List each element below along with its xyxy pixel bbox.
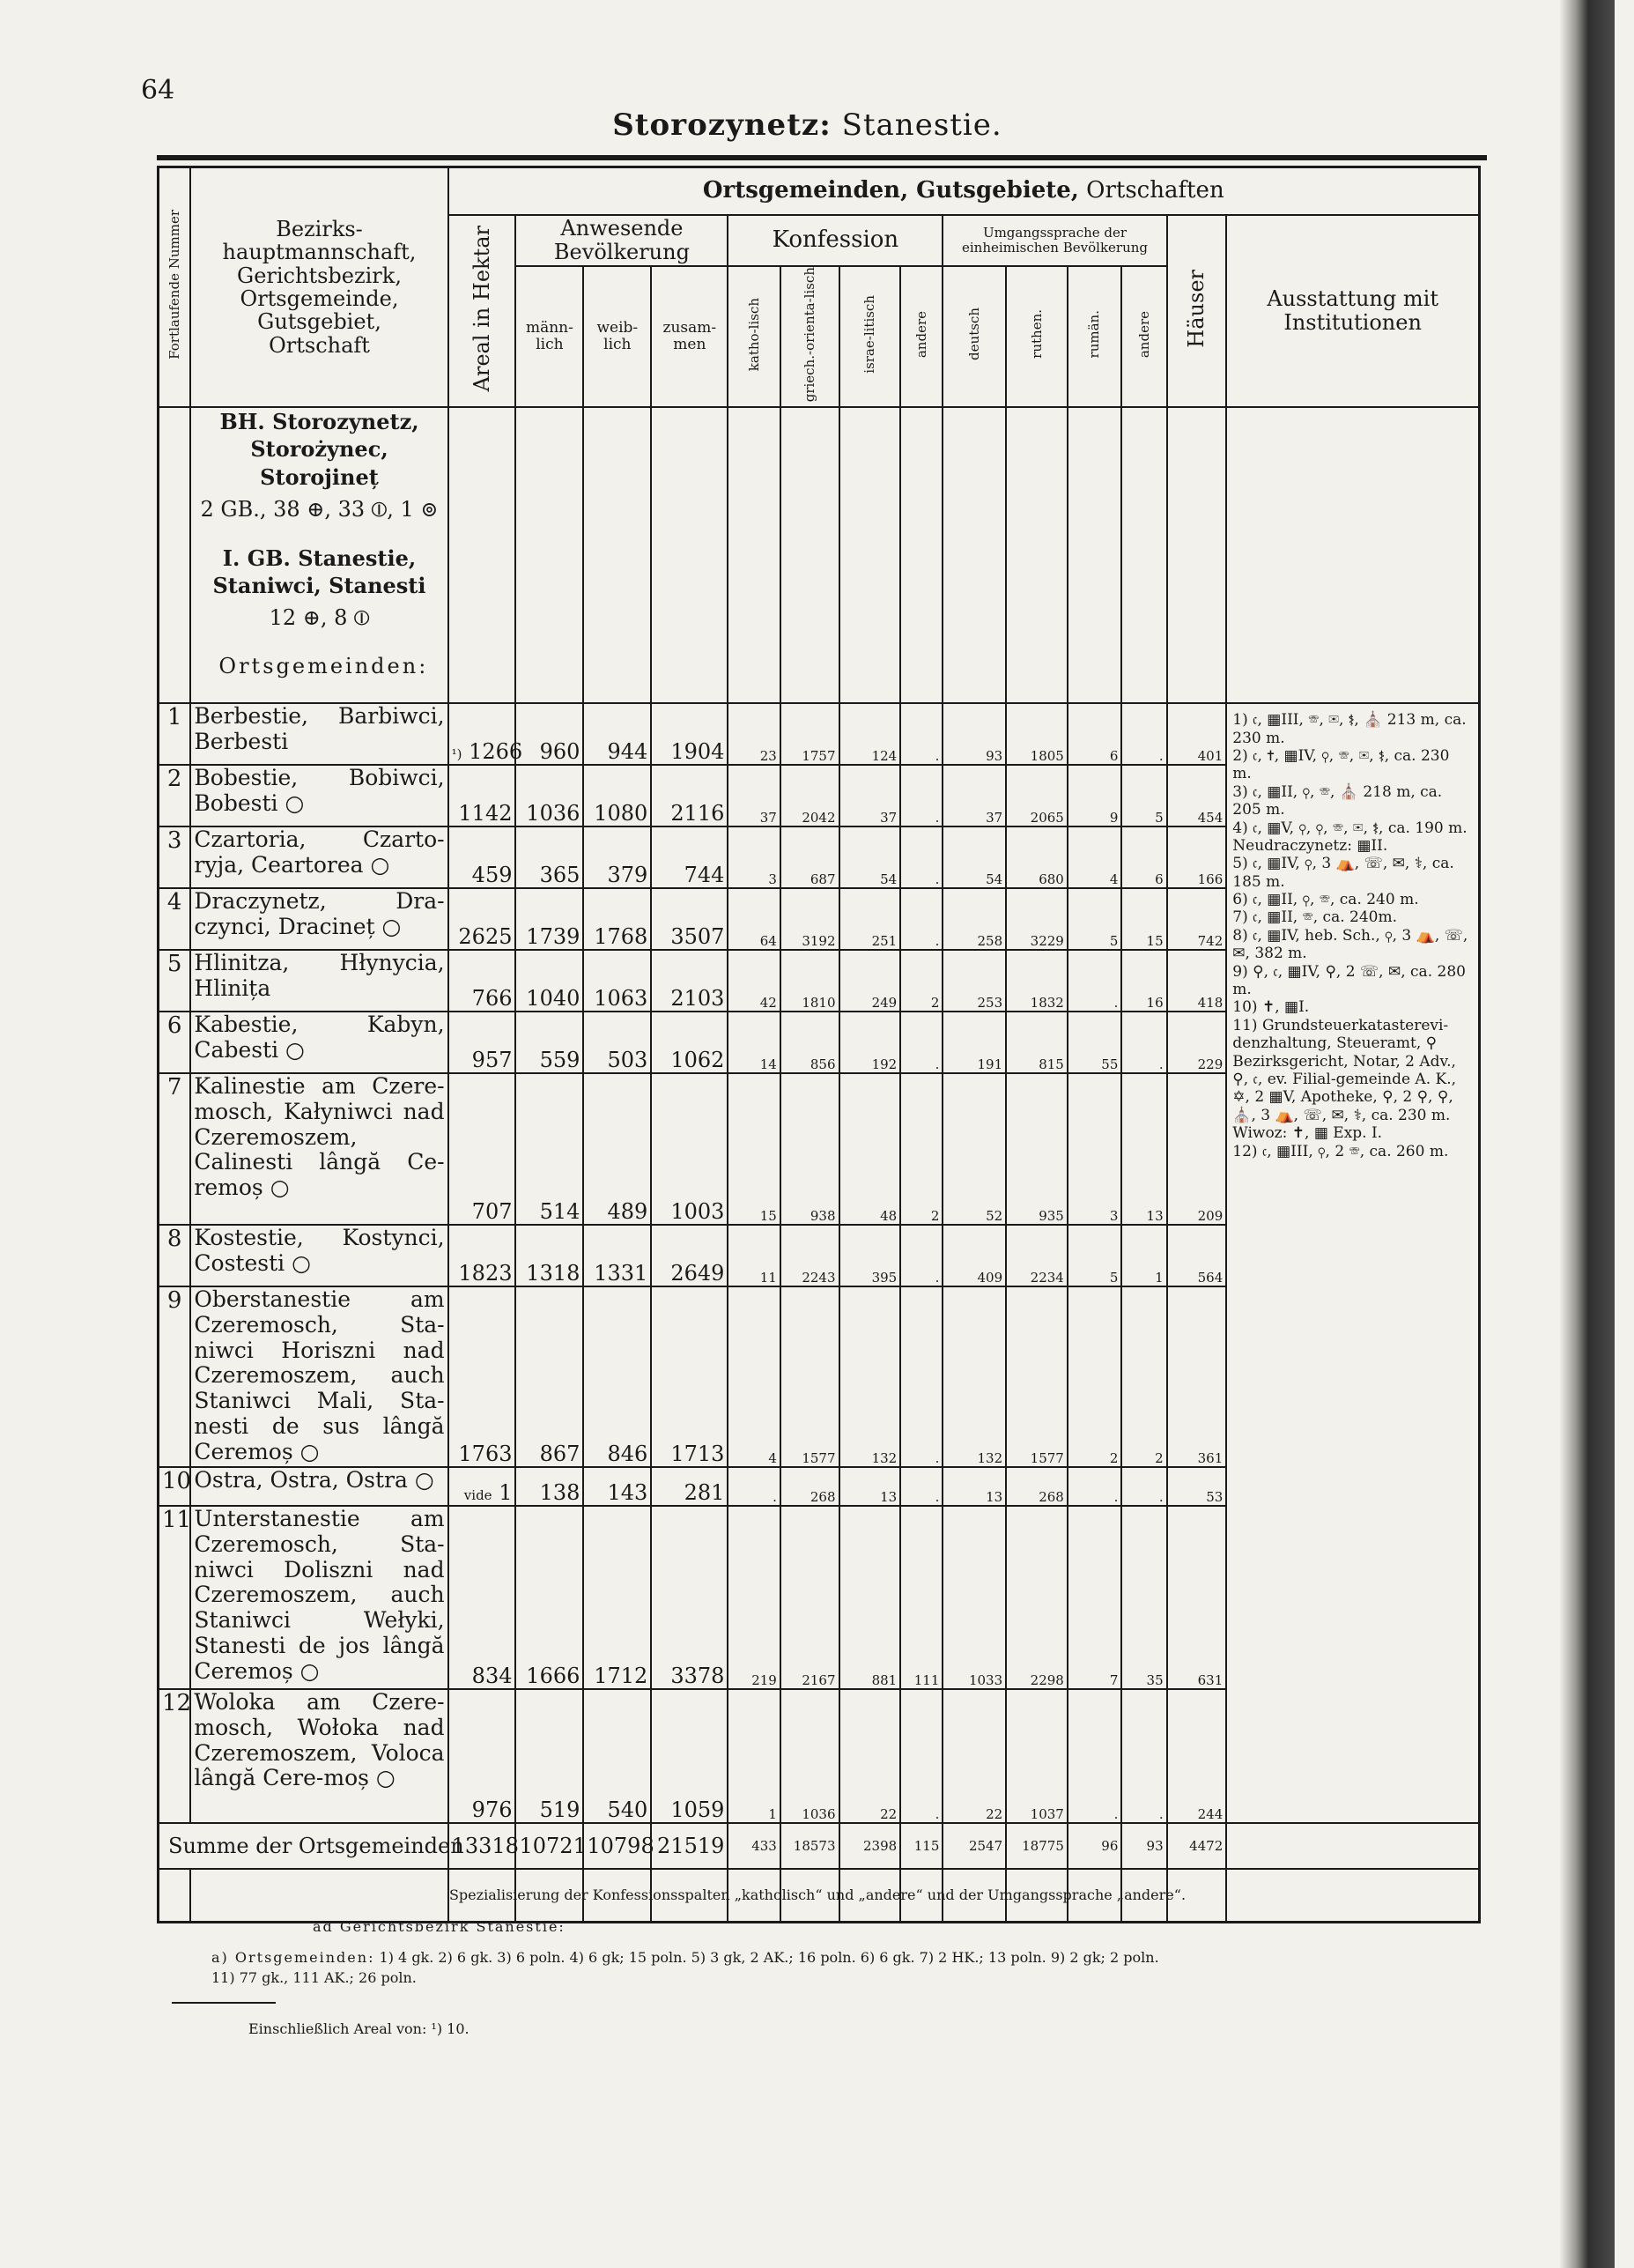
isr-cell: 881 xyxy=(839,1506,901,1689)
ausstattung-note: 9) ⚲, 𝔠, ▦IV, ⚲, 2 ☏, ✉, ca. 280 m. xyxy=(1232,962,1466,999)
and_k-cell: . xyxy=(900,1225,943,1286)
kath-cell: 4 xyxy=(728,1286,780,1467)
deutsch-header: deutsch xyxy=(943,266,1006,408)
haeuser-cell: 53 xyxy=(1167,1467,1227,1506)
ruthen-cell: 3229 xyxy=(1006,888,1068,950)
isr-cell: 22 xyxy=(839,1689,901,1823)
isr-cell: 37 xyxy=(839,765,901,826)
gemeinde-name: Unterstanestie am Czeremosch, Sta-niwci Doliszni nad Czeremoszem, auch Staniwci Wełyki, Stanesti de jos lângă Ceremoș ○ xyxy=(190,1506,447,1689)
z-cell: 1059 xyxy=(651,1689,728,1823)
and_u-cell: . xyxy=(1121,1689,1166,1823)
bh-name-1: BH. Storozynetz, xyxy=(219,409,419,435)
gemeinde-name: Oberstanestie am Czeremosch, Sta-niwci Horiszni nad Czeremoszem, auch Staniwci Mali, Sta-nesti de sus lângă Ceremoș ○ xyxy=(190,1286,447,1467)
w-cell: 1712 xyxy=(583,1506,651,1689)
w-cell: 143 xyxy=(583,1467,651,1506)
bh-name-2: Storożynec, Storojineț xyxy=(250,436,388,490)
row-number: 12 xyxy=(159,1689,191,1823)
summe-deutsch: 2547 xyxy=(943,1823,1006,1869)
and_u-cell: . xyxy=(1121,1012,1166,1073)
konfession-header: Konfession xyxy=(728,215,943,266)
haeuser-header: Häuser xyxy=(1167,215,1227,408)
col-name-header: Bezirks- hauptmannschaft, Gerichtsbezirk, Ortsgemeinde, Gutsgebiet, Ortschaft xyxy=(190,167,447,408)
and_u-cell: 16 xyxy=(1121,950,1166,1012)
griech-cell: 268 xyxy=(780,1467,839,1506)
summe-isr: 2398 xyxy=(839,1823,901,1869)
ausstattung-header: Ausstattung mit Institutionen xyxy=(1226,215,1479,408)
summe-w: 10798 xyxy=(583,1823,651,1869)
griech-cell: 1757 xyxy=(780,703,839,765)
rumaen-cell: 9 xyxy=(1068,765,1122,826)
griech-cell: 687 xyxy=(780,826,839,888)
ausstattung-note: 8) 𝔠, ▦IV, heb. Sch., ⚲, 3 ⛺, ☏, ✉, 382 m. xyxy=(1232,926,1468,963)
summe-rumaen: 96 xyxy=(1068,1823,1122,1869)
ausstattung-note: 11) Grundsteuerkatasterevi-denzhaltung, Steueramt, ⚲ Bezirksgericht, Notar, 2 Adv., ⚲, 𝔠, ev. Filial-gemeinde A. K., ✡, 2 ▦V, Apotheke, ⚲, 2 ⚲, ⚲, ⛪, 3 ⛺, ☏, ✉, ⚕, ca. 230 m. xyxy=(1232,1016,1457,1124)
kath-cell: 1 xyxy=(728,1689,780,1823)
row-number: 1 xyxy=(159,703,191,765)
and_u-cell: . xyxy=(1121,1467,1166,1506)
isr-cell: 132 xyxy=(839,1286,901,1467)
and_k-cell: 111 xyxy=(900,1506,943,1689)
kath-cell: 23 xyxy=(728,703,780,765)
summe-z: 21519 xyxy=(651,1823,728,1869)
isr-cell: 249 xyxy=(839,950,901,1012)
w-cell: 1768 xyxy=(583,888,651,950)
andere-sprache-header: andere xyxy=(1121,266,1166,408)
griech-cell: 856 xyxy=(780,1012,839,1073)
ausstattung-note: 10) ✝, ▦I. xyxy=(1232,998,1310,1017)
bevoelkerung-header: Anwesende Bevölkerung xyxy=(515,215,728,266)
deutsch-cell: 191 xyxy=(943,1012,1006,1073)
statistics-table xyxy=(157,166,1481,1923)
summe-and_k: 115 xyxy=(900,1823,943,1869)
griech-cell: 1810 xyxy=(780,950,839,1012)
deutsch-cell: 93 xyxy=(943,703,1006,765)
ruthen-cell: 1832 xyxy=(1006,950,1068,1012)
m-cell: 1739 xyxy=(515,888,583,950)
m-cell: 1318 xyxy=(515,1225,583,1286)
and_u-cell: 35 xyxy=(1121,1506,1166,1689)
and_k-cell: . xyxy=(900,1467,943,1506)
ausstattung-note: 3) 𝔠, ▦II, ⚲, ☏, ⛪ 218 m, ca. 205 m. xyxy=(1232,782,1443,819)
preface-nr-cell xyxy=(159,407,191,703)
z-cell: 744 xyxy=(651,826,728,888)
ruthen-cell: 1037 xyxy=(1006,1689,1068,1823)
and_u-cell: 6 xyxy=(1121,826,1166,888)
ausstattung-note: 6) 𝔠, ▦II, ⚲, ☏, ca. 240 m. xyxy=(1232,891,1419,909)
m-cell: 365 xyxy=(515,826,583,888)
kath-cell: . xyxy=(728,1467,780,1506)
griech-cell: 2167 xyxy=(780,1506,839,1689)
and_u-cell: 5 xyxy=(1121,765,1166,826)
gemeinde-name: Ostra, Ostra, Ostra ○ xyxy=(190,1467,447,1506)
gb-summary: 12 ⊕, 8 ⦶ xyxy=(269,605,370,631)
summe-m: 10721 xyxy=(515,1823,583,1869)
areal-cell: 766 xyxy=(448,950,516,1012)
summe-areal: 13318 xyxy=(448,1823,516,1869)
gemeinde-name: Hlinitza, Hłynycia, Hlinița xyxy=(190,950,447,1012)
m-cell: 514 xyxy=(515,1073,583,1225)
rumaen-cell: . xyxy=(1068,950,1122,1012)
rumaen-cell: 7 xyxy=(1068,1506,1122,1689)
isr-cell: 251 xyxy=(839,888,901,950)
deutsch-cell: 22 xyxy=(943,1689,1006,1823)
col-nummer-header: Fortlaufende Nummer xyxy=(159,167,191,408)
bh-summary: 2 GB., 38 ⊕, 33 ⦶, 1 ⊚ xyxy=(200,496,439,522)
isr-cell: 13 xyxy=(839,1467,901,1506)
ausstattung-note: 1) 𝔠, ▦III, ☏, ✉, ⚕, ⛪ 213 m, ca. 230 m. xyxy=(1232,711,1467,747)
rumaen-cell: 3 xyxy=(1068,1073,1122,1225)
kath-cell: 219 xyxy=(728,1506,780,1689)
deutsch-cell: 52 xyxy=(943,1073,1006,1225)
rumaen-cell: 5 xyxy=(1068,888,1122,950)
w-cell: 489 xyxy=(583,1073,651,1225)
z-cell: 2649 xyxy=(651,1225,728,1286)
summe-and_u: 93 xyxy=(1121,1823,1166,1869)
haeuser-cell: 209 xyxy=(1167,1073,1227,1225)
w-cell: 503 xyxy=(583,1012,651,1073)
deutsch-cell: 37 xyxy=(943,765,1006,826)
haeuser-cell: 361 xyxy=(1167,1286,1227,1467)
gemeinde-name: Woloka am Czere-mosch, Wołoka nad Czeremoszem, Voloca lângă Cere-moș ○ xyxy=(190,1689,447,1823)
isr-cell: 124 xyxy=(839,703,901,765)
gemeinde-name: Czartoria, Czarto-ryja, Ceartorea ○ xyxy=(190,826,447,888)
griech-cell: 2042 xyxy=(780,765,839,826)
kath-cell: 3 xyxy=(728,826,780,888)
m-cell: 1666 xyxy=(515,1506,583,1689)
areal-cell: 834 xyxy=(448,1506,516,1689)
w-cell: 540 xyxy=(583,1689,651,1823)
rumaen-cell: 6 xyxy=(1068,703,1122,765)
rumaen-header: rumän. xyxy=(1068,266,1122,408)
haeuser-cell: 454 xyxy=(1167,765,1227,826)
deutsch-cell: 1033 xyxy=(943,1506,1006,1689)
and_k-cell: . xyxy=(900,765,943,826)
z-cell: 1713 xyxy=(651,1286,728,1467)
and_u-cell: 13 xyxy=(1121,1073,1166,1225)
gb-name-1: I. GB. Stanestie, xyxy=(222,545,417,571)
w-cell: 1331 xyxy=(583,1225,651,1286)
m-cell: 519 xyxy=(515,1689,583,1823)
griech-header: griech.-orienta-lisch xyxy=(780,266,839,408)
m-cell: 960 xyxy=(515,703,583,765)
z-cell: 2103 xyxy=(651,950,728,1012)
w-cell: 846 xyxy=(583,1286,651,1467)
and_k-cell: . xyxy=(900,703,943,765)
haeuser-cell: 244 xyxy=(1167,1689,1227,1823)
summe-kath: 433 xyxy=(728,1823,780,1869)
z-cell: 2116 xyxy=(651,765,728,826)
w-cell: 379 xyxy=(583,826,651,888)
page-title: Storozynetz: Stanestie. xyxy=(612,107,1002,143)
z-cell: 3507 xyxy=(651,888,728,950)
ortsgemeinden-group-header: Ortsgemeinden, Gutsgebiete, Ortschaften xyxy=(448,167,1480,215)
areal-cell: 1763 xyxy=(448,1286,516,1467)
haeuser-cell: 229 xyxy=(1167,1012,1227,1073)
and_u-cell: . xyxy=(1121,703,1166,765)
gemeinde-name: Kabestie, Kabyn, Cabesti ○ xyxy=(190,1012,447,1073)
areal-cell: 707 xyxy=(448,1073,516,1225)
footer-gerichtsbezirk: ad Gerichtsbezirk Stanestie: xyxy=(313,1918,566,1935)
table-row xyxy=(159,703,1480,765)
z-cell: 1062 xyxy=(651,1012,728,1073)
row-number: 10 xyxy=(159,1467,191,1506)
row-number: 9 xyxy=(159,1286,191,1467)
ruthen-cell: 268 xyxy=(1006,1467,1068,1506)
kath-cell: 15 xyxy=(728,1073,780,1225)
and_k-cell: 2 xyxy=(900,950,943,1012)
ruthen-cell: 2065 xyxy=(1006,765,1068,826)
w-cell: 944 xyxy=(583,703,651,765)
row-number: 7 xyxy=(159,1073,191,1225)
griech-cell: 2243 xyxy=(780,1225,839,1286)
gemeinde-name: Berbestie, Barbiwci, Berbesti xyxy=(190,703,447,765)
areal-cell: 1142 xyxy=(448,765,516,826)
m-cell: 559 xyxy=(515,1012,583,1073)
z-cell: 3378 xyxy=(651,1506,728,1689)
kath-cell: 11 xyxy=(728,1225,780,1286)
areal-cell: 976 xyxy=(448,1689,516,1823)
israel-header: israe-litisch xyxy=(839,266,901,408)
summe-label: Summe der Ortsgemeinden xyxy=(159,1823,448,1869)
footer-rule xyxy=(172,2002,276,2004)
deutsch-cell: 13 xyxy=(943,1467,1006,1506)
isr-cell: 395 xyxy=(839,1225,901,1286)
haeuser-cell: 564 xyxy=(1167,1225,1227,1286)
footer-ortsgemeinden-detail: a) Ortsgemeinden: 1) 4 gk. 2) 6 gk. 3) 6 poln. 4) 6 gk; 15 poln. 5) 3 gk, 2 AK.; 16 poln. 6) 6 gk. 7) 2 HK.; 13 poln. 9) 2 gk; 2 poln. 11) 77 gk., 111 AK.; 26 poln. xyxy=(211,1949,1159,1987)
rumaen-cell: . xyxy=(1068,1467,1122,1506)
ausstattung-note: 4) 𝔠, ▦V, ⚲, ⚲, ☏, ✉, ⚕, ca. 190 m. xyxy=(1232,819,1468,837)
z-cell: 1003 xyxy=(651,1073,728,1225)
ortsgemeinden-heading: Ortsgemeinden: xyxy=(218,654,429,679)
isr-cell: 54 xyxy=(839,826,901,888)
ruthen-cell: 935 xyxy=(1006,1073,1068,1225)
haeuser-cell: 166 xyxy=(1167,826,1227,888)
z-cell: 281 xyxy=(651,1467,728,1506)
ruthen-cell: 1805 xyxy=(1006,703,1068,765)
ruthen-cell: 2298 xyxy=(1006,1506,1068,1689)
m-cell: 1040 xyxy=(515,950,583,1012)
row-number: 2 xyxy=(159,765,191,826)
ausstattung-note: 5) 𝔠, ▦IV, ⚲, 3 ⛺, ☏, ✉, ⚕, ca. 185 m. xyxy=(1232,855,1454,891)
summe-griech: 18573 xyxy=(780,1823,839,1869)
ausstattung-note: 2) 𝔠, ✝, ▦IV, ⚲, ☏, ✉, ⚕, ca. 230 m. xyxy=(1232,746,1450,783)
deutsch-cell: 409 xyxy=(943,1225,1006,1286)
rumaen-cell: 4 xyxy=(1068,826,1122,888)
ruthen-cell: 680 xyxy=(1006,826,1068,888)
haeuser-cell: 742 xyxy=(1167,888,1227,950)
isr-cell: 48 xyxy=(839,1073,901,1225)
z-cell: 1904 xyxy=(651,703,728,765)
gemeinde-name: Kalinestie am Czere-mosch, Kałyniwci nad Czeremoszem, Calinesti lângă Ce-remoș ○ xyxy=(190,1073,447,1225)
ausstattung-note: 7) 𝔠, ▦II, ☏, ca. 240m. xyxy=(1232,908,1397,927)
deutsch-cell: 54 xyxy=(943,826,1006,888)
w-cell: 1063 xyxy=(583,950,651,1012)
haeuser-cell: 631 xyxy=(1167,1506,1227,1689)
summe-row xyxy=(159,1823,1480,1869)
page-number: 64 xyxy=(141,75,175,106)
and_k-cell: . xyxy=(900,1012,943,1073)
and_u-cell: 1 xyxy=(1121,1225,1166,1286)
ruthen-cell: 2234 xyxy=(1006,1225,1068,1286)
ruthen-cell: 1577 xyxy=(1006,1286,1068,1467)
kath-cell: 42 xyxy=(728,950,780,1012)
andere-konfession-header: andere xyxy=(900,266,943,408)
w-cell: 1080 xyxy=(583,765,651,826)
and_k-cell: . xyxy=(900,826,943,888)
haeuser-cell: 401 xyxy=(1167,703,1227,765)
ruthen-cell: 815 xyxy=(1006,1012,1068,1073)
footer-areal-note: Einschließlich Areal von: ¹) 10. xyxy=(248,2020,469,2037)
row-number: 3 xyxy=(159,826,191,888)
row-number: 5 xyxy=(159,950,191,1012)
m-cell: 1036 xyxy=(515,765,583,826)
areal-cell: 2625 xyxy=(448,888,516,950)
and_k-cell: . xyxy=(900,1689,943,1823)
gemeinde-name: Kostestie, Kostynci, Costesti ○ xyxy=(190,1225,447,1286)
ausstattung-note: Wiwoz: ✝, ▦ Exp. I. xyxy=(1232,1124,1383,1143)
gemeinde-name: Bobestie, Bobiwci, Bobesti ○ xyxy=(190,765,447,826)
top-rule xyxy=(157,155,1487,160)
deutsch-cell: 132 xyxy=(943,1286,1006,1467)
ausstattung-note: 12) 𝔠, ▦III, ⚲, 2 ☏, ca. 260 m. xyxy=(1232,1142,1449,1160)
and_u-cell: 2 xyxy=(1121,1286,1166,1467)
areal-cell: 957 xyxy=(448,1012,516,1073)
zusammen-header: zusam-men xyxy=(651,266,728,408)
ruthen-header: ruthen. xyxy=(1006,266,1068,408)
areal-cell: 459 xyxy=(448,826,516,888)
griech-cell: 938 xyxy=(780,1073,839,1225)
kath-cell: 37 xyxy=(728,765,780,826)
areal-cell: vide 1 xyxy=(448,1467,516,1506)
gb-name-2: Staniwci, Stanesti xyxy=(212,573,426,599)
and_k-cell: 2 xyxy=(900,1073,943,1225)
row-number: 8 xyxy=(159,1225,191,1286)
kath-cell: 64 xyxy=(728,888,780,950)
summe-haeuser: 4472 xyxy=(1167,1823,1227,1869)
m-cell: 138 xyxy=(515,1467,583,1506)
ausstattung-notes xyxy=(1226,703,1479,1823)
row-number: 4 xyxy=(159,888,191,950)
kath-cell: 14 xyxy=(728,1012,780,1073)
maennlich-header: männ-lich xyxy=(515,266,583,408)
weiblich-header: weib-lich xyxy=(583,266,651,408)
areal-cell: ¹) 1266 xyxy=(448,703,516,765)
areal-header: Areal in Hektar xyxy=(448,215,516,408)
rumaen-cell: 55 xyxy=(1068,1012,1122,1073)
summe-ruthen: 18775 xyxy=(1006,1823,1068,1869)
rumaen-cell: 5 xyxy=(1068,1225,1122,1286)
footer-spezialisierung: Spezialisierung der Konfessionsspalten „katholisch“ und „andere“ und der Umgangssprache „andere“. xyxy=(448,1886,1187,1903)
katholisch-header: katho-lisch xyxy=(728,266,780,408)
deutsch-cell: 258 xyxy=(943,888,1006,950)
umgangssprache-header: Umgangssprache der einheimischen Bevölkerung xyxy=(943,215,1166,266)
ausstattung-note: Neudraczynetz: ▦II. xyxy=(1232,836,1388,855)
haeuser-cell: 418 xyxy=(1167,950,1227,1012)
areal-cell: 1823 xyxy=(448,1225,516,1286)
deutsch-cell: 253 xyxy=(943,950,1006,1012)
and_u-cell: 15 xyxy=(1121,888,1166,950)
and_k-cell: . xyxy=(900,888,943,950)
griech-cell: 3192 xyxy=(780,888,839,950)
griech-cell: 1577 xyxy=(780,1286,839,1467)
m-cell: 867 xyxy=(515,1286,583,1467)
isr-cell: 192 xyxy=(839,1012,901,1073)
rumaen-cell: . xyxy=(1068,1689,1122,1823)
row-number: 11 xyxy=(159,1506,191,1689)
and_k-cell: . xyxy=(900,1286,943,1467)
row-number: 6 xyxy=(159,1012,191,1073)
preface-cell xyxy=(190,407,447,703)
griech-cell: 1036 xyxy=(780,1689,839,1823)
gemeinde-name: Draczynetz, Dra-czynci, Dracineț ○ xyxy=(190,888,447,950)
rumaen-cell: 2 xyxy=(1068,1286,1122,1467)
